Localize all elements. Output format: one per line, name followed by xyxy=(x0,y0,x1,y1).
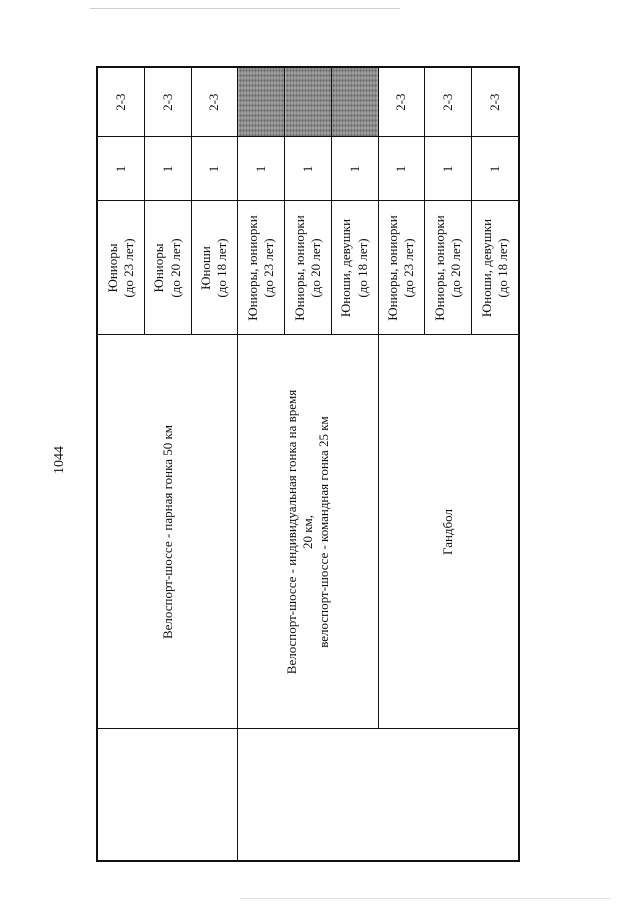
value-cell: 2-3 xyxy=(191,67,238,137)
age-group-cell: Юниоры (до 23 лет) xyxy=(97,201,144,335)
age-group-cell: Юниоры, юниорки (до 20 лет) xyxy=(285,201,332,335)
age-group-cell: Юноши, девушки (до 18 лет) xyxy=(472,201,519,335)
scan-artifact-line xyxy=(240,898,610,899)
value-cell: 1 xyxy=(285,137,332,201)
page-number: 1044 xyxy=(52,446,67,474)
value-cell: 2-3 xyxy=(425,67,472,137)
value-cell: 1 xyxy=(472,137,519,201)
age-group-cell: Юноши, девушки (до 18 лет) xyxy=(331,201,378,335)
sports-table xyxy=(96,66,520,862)
value-cell: 1 xyxy=(238,137,285,201)
table-row xyxy=(238,67,285,861)
empty-cell xyxy=(238,729,519,861)
rotated-table-container xyxy=(96,68,520,862)
age-group-cell: Юниоры, юниорки (до 20 лет) xyxy=(425,201,472,335)
value-cell: 1 xyxy=(378,137,425,201)
empty-cell xyxy=(97,729,238,861)
age-group-cell: Юниоры (до 20 лет) xyxy=(144,201,191,335)
shaded-value-cell xyxy=(285,67,332,137)
discipline-cell: Велоспорт-шоссе - индивидуальная гонка на время 20 км, велоспорт-шоссе - командная гонка 25 км xyxy=(238,335,378,729)
shaded-value-cell xyxy=(331,67,378,137)
age-group-cell: Юноши (до 18 лет) xyxy=(191,201,238,335)
value-cell: 1 xyxy=(331,137,378,201)
value-cell: 2-3 xyxy=(472,67,519,137)
value-cell: 1 xyxy=(191,137,238,201)
value-cell: 1 xyxy=(144,137,191,201)
discipline-cell: Гандбол xyxy=(378,335,519,729)
discipline-cell: Велоспорт-шоссе - парная гонка 50 км xyxy=(97,335,238,729)
age-group-cell: Юниоры, юниорки (до 23 лет) xyxy=(238,201,285,335)
value-cell: 2-3 xyxy=(378,67,425,137)
value-cell: 1 xyxy=(425,137,472,201)
scan-artifact-line xyxy=(90,8,400,9)
value-cell: 1 xyxy=(97,137,144,201)
table-row xyxy=(97,67,144,861)
shaded-value-cell xyxy=(238,67,285,137)
age-group-cell: Юниоры, юниорки (до 23 лет) xyxy=(378,201,425,335)
value-cell: 2-3 xyxy=(144,67,191,137)
value-cell: 2-3 xyxy=(97,67,144,137)
